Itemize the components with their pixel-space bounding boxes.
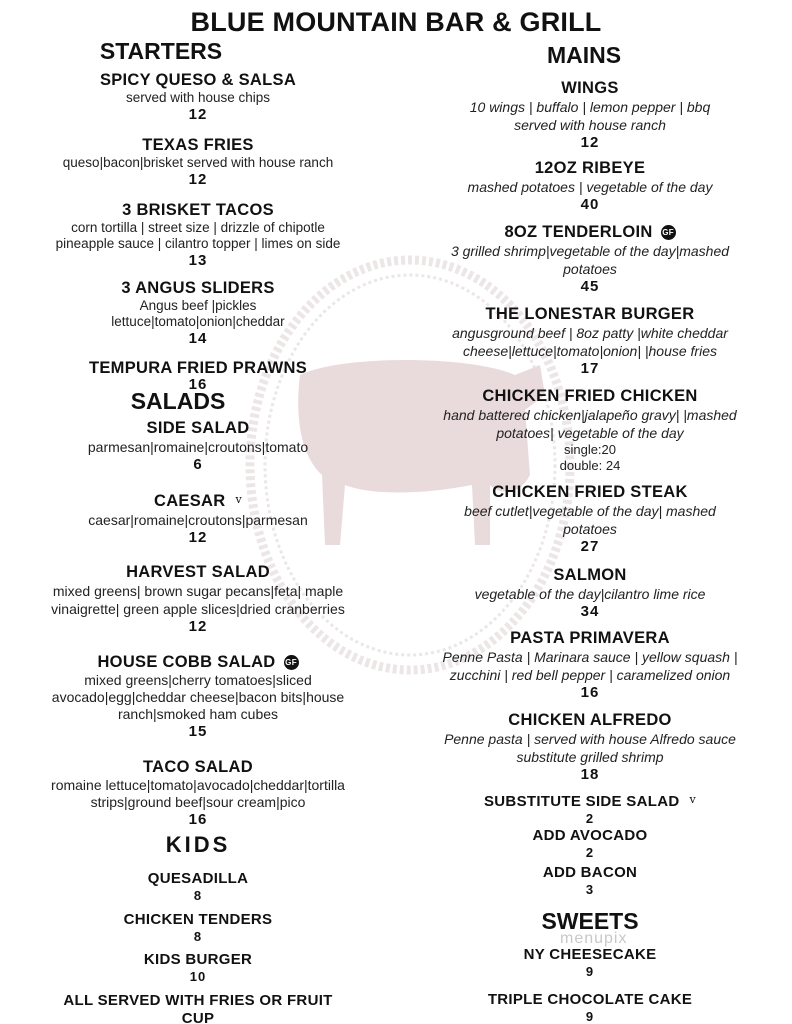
kids-note-line: CUP xyxy=(181,1010,215,1024)
item-name: 3 BRISKET TACOS xyxy=(122,201,274,219)
item-name-text: HOUSE COBB SALAD xyxy=(97,653,276,671)
item-price: 6 xyxy=(193,456,203,473)
item-price: 12 xyxy=(188,529,208,546)
menu-item xyxy=(408,946,772,979)
item-name: HARVEST SALAD xyxy=(126,563,270,581)
menu-item xyxy=(20,418,376,474)
item-description: substitute grilled shrimp xyxy=(516,749,664,765)
kids-note-line: ALL SERVED WITH FRIES OR FRUIT xyxy=(63,992,333,1009)
addon-name: ADD BACON xyxy=(542,864,638,881)
addon-item xyxy=(408,791,772,826)
item-price: 9 xyxy=(585,1009,595,1024)
item-name xyxy=(408,222,772,242)
item-description: romaine lettuce|tomato|avocado|cheddar|tortilla xyxy=(51,777,345,793)
item-price: 12 xyxy=(188,106,208,123)
item-description: parmesan|romaine|croutons|tomato xyxy=(87,439,309,455)
item-name-text: CAESAR xyxy=(154,492,226,510)
item-price: 13 xyxy=(188,252,208,269)
item-name: CHICKEN FRIED CHICKEN xyxy=(482,387,698,405)
item-name: KIDS BURGER xyxy=(143,951,253,968)
item-description: 10 wings | buffalo | lemon pepper | bbq xyxy=(469,99,711,115)
gluten-free-badge-icon: GF xyxy=(661,225,676,240)
item-description: angusground beef | 8oz patty |white cheddar xyxy=(452,325,728,341)
item-name xyxy=(20,652,376,672)
item-name: 3 ANGUS SLIDERS xyxy=(121,279,275,297)
item-name: SALMON xyxy=(553,566,627,584)
item-description: potatoes xyxy=(563,521,617,537)
item-description: potatoes| vegetable of the day xyxy=(496,425,684,441)
item-description: strips|ground beef|sour cream|pico xyxy=(90,794,306,810)
item-price-single: single:20 xyxy=(563,442,617,457)
menu-item xyxy=(20,951,376,984)
salads-heading: SALADS xyxy=(130,388,226,414)
item-description: queso|bacon|brisket served with house ranch xyxy=(62,155,334,170)
menu-item xyxy=(408,991,772,1024)
item-price: 17 xyxy=(580,360,600,377)
vegetarian-mark: v xyxy=(235,493,242,506)
item-price: 9 xyxy=(585,964,595,979)
item-price: 16 xyxy=(188,376,208,393)
addon-name xyxy=(408,791,772,811)
starters-heading: STARTERS xyxy=(99,38,223,64)
addon-item xyxy=(408,864,772,897)
item-description: potatoes xyxy=(563,261,617,277)
menu-item xyxy=(20,70,376,124)
item-price: 12 xyxy=(188,618,208,635)
menu-item xyxy=(408,710,772,784)
item-description: lettuce|tomato|onion|cheddar xyxy=(111,314,285,329)
addon-name-text: SUBSTITUTE SIDE SALAD xyxy=(484,793,680,810)
mains-heading: MAINS xyxy=(546,42,622,68)
item-name: WINGS xyxy=(561,79,619,97)
menu-item xyxy=(408,565,772,621)
item-description: 3 grilled shrimp|vegetable of the day|mashed xyxy=(450,243,730,259)
menu-item xyxy=(20,562,376,636)
item-description: corn tortilla | street size | drizzle of chipotle xyxy=(71,220,325,235)
menu-item xyxy=(20,490,376,547)
item-name: PASTA PRIMAVERA xyxy=(510,629,670,647)
menu-item xyxy=(20,911,376,944)
item-description: served with house chips xyxy=(125,90,271,105)
item-price: 40 xyxy=(580,196,600,213)
item-name: TRIPLE CHOCOLATE CAKE xyxy=(487,991,693,1008)
item-description: beef cutlet|vegetable of the day| mashed xyxy=(464,503,716,519)
menu-item xyxy=(20,278,376,348)
menupix-watermark: menupix xyxy=(560,930,628,947)
item-name: TEXAS FRIES xyxy=(142,136,254,154)
item-price: 18 xyxy=(580,766,600,783)
item-name: SIDE SALAD xyxy=(146,419,250,437)
menu-item xyxy=(20,870,376,903)
menu-item xyxy=(408,304,772,378)
item-description: mashed potatoes | vegetable of the day xyxy=(467,179,713,195)
item-name: QUESADILLA xyxy=(147,870,249,887)
item-description: mixed greens| brown sugar pecans|feta| maple xyxy=(52,583,344,599)
item-description: zucchini | red bell pepper | caramelized onion xyxy=(449,667,731,683)
item-description: avocado|egg|cheddar cheese|bacon bits|house xyxy=(51,689,345,705)
menu-item xyxy=(408,158,772,214)
gluten-free-badge-icon: GF xyxy=(284,655,299,670)
item-price: 8 xyxy=(193,929,203,944)
item-description: Angus beef |pickles xyxy=(139,298,257,313)
menu-item xyxy=(408,222,772,296)
item-price: 34 xyxy=(580,603,600,620)
menu-item xyxy=(20,652,376,741)
item-price: 16 xyxy=(188,811,208,828)
menu-item xyxy=(20,135,376,189)
item-description: vegetable of the day|cilantro lime rice xyxy=(474,586,706,602)
addon-item xyxy=(408,827,772,860)
menu-item xyxy=(408,386,772,474)
item-price: 14 xyxy=(188,330,208,347)
item-price: 12 xyxy=(580,134,600,151)
item-price: 12 xyxy=(188,171,208,188)
item-name: 12OZ RIBEYE xyxy=(534,159,646,177)
restaurant-title: BLUE MOUNTAIN BAR & GRILL xyxy=(190,7,602,37)
item-name: CHICKEN TENDERS xyxy=(123,911,273,928)
item-name: TACO SALAD xyxy=(143,758,253,776)
addon-price: 2 xyxy=(585,811,595,826)
item-name: NY CHEESECAKE xyxy=(523,946,657,963)
item-name: TEMPURA FRIED PRAWNS xyxy=(88,359,308,377)
menu-item xyxy=(20,200,376,270)
addon-price: 3 xyxy=(585,882,595,897)
menu-item xyxy=(408,628,772,702)
item-name xyxy=(20,490,376,511)
menu-item xyxy=(408,78,772,152)
item-description: mixed greens|cherry tomatoes|sliced xyxy=(84,672,312,688)
item-price: 15 xyxy=(188,723,208,740)
item-price: 45 xyxy=(580,278,600,295)
item-price-double: double: 24 xyxy=(559,458,621,473)
sweets-heading: SWEETS xyxy=(541,908,639,934)
vegetarian-mark: v xyxy=(689,793,696,806)
item-description: caesar|romaine|croutons|parmesan xyxy=(88,512,308,528)
item-name-text: 8OZ TENDERLOIN xyxy=(504,223,653,241)
kids-note xyxy=(20,992,376,1024)
item-description: hand battered chicken|jalapeño gravy| |mashed xyxy=(443,407,737,423)
menu-item xyxy=(20,757,376,829)
kids-heading: KIDS xyxy=(165,832,231,857)
addon-price: 2 xyxy=(585,845,595,860)
item-price: 16 xyxy=(580,684,600,701)
item-price: 8 xyxy=(193,888,203,903)
item-description: pineapple sauce | cilantro topper | limes on side xyxy=(55,236,341,251)
item-description: vinaigrette| green apple slices|dried cranberries xyxy=(51,601,345,617)
menu-item xyxy=(20,358,376,392)
item-description: ranch|smoked ham cubes xyxy=(117,706,279,722)
item-price: 10 xyxy=(189,969,207,984)
item-price: 27 xyxy=(580,538,600,555)
item-description: Penne pasta | served with house Alfredo sauce xyxy=(444,731,736,747)
item-name: SPICY QUESO & SALSA xyxy=(99,71,297,89)
item-name: CHICKEN ALFREDO xyxy=(508,711,672,729)
item-name: THE LONESTAR BURGER xyxy=(485,305,695,323)
addon-name: ADD AVOCADO xyxy=(532,827,648,844)
item-description: Penne Pasta | Marinara sauce | yellow squash | xyxy=(442,649,738,665)
menu-item xyxy=(408,482,772,556)
item-name: CHICKEN FRIED STEAK xyxy=(492,483,688,501)
item-description: cheese|lettuce|tomato|onion| |house fries xyxy=(462,343,717,359)
item-description: served with house ranch xyxy=(514,117,666,133)
